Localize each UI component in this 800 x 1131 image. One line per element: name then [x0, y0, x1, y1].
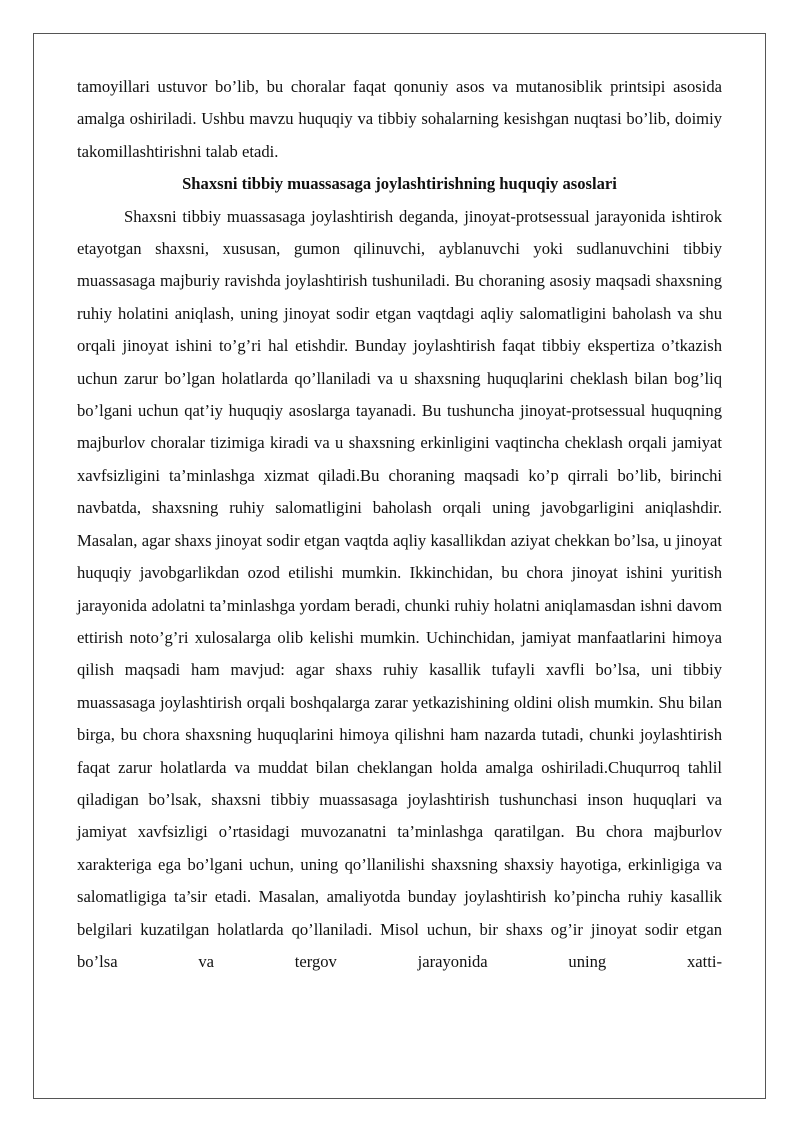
paragraph-continuation: tamoyillari ustuvor bo’lib, bu choralar faqat qonuniy asos va mutanosiblik printsipi asosida amalga oshiriladi. Ushbu mavzu huquqiy va tibbiy sohalarning kesishgan nuqtasi bo’lib, doimiy takomillashtirishni talab etadi. — [77, 77, 722, 161]
document-body — [77, 71, 722, 978]
section-heading: Shaxsni tibbiy muassasaga joylashtirishning huquqiy asoslari — [182, 174, 617, 194]
paragraph-main: Shaxsni tibbiy muassasaga joylashtirish deganda, jinoyat-protsessual jarayonida ishtirok etayotgan shaxsni, xususan, gumon qilinuvchi, ayblanuvchi yoki sudlanuvchini tibbiy muassasaga majburiy ravishda joylashtirish tushuniladi. Bu choraning asosiy maqsadi shaxsning ruhiy holatini aniqlash, uning jinoyat sodir etgan vaqtdagi aqliy salomatligini baholash va shu orqali jinoyat ishini to’g’ri hal etishdir. Bunday joylashtirish faqat tibbiy ekspertiza o’tkazish uchun zarur bo’lgan holatlarda qo’llaniladi va u shaxsning huquqlarini cheklash bilan bog’liq bo’lgani uchun qat’iy huquqiy asoslarga tayanadi. Bu tushuncha jinoyat-protsessual huquqning majburlov choralar tizimiga kiradi va u shaxsning erkinligini vaqtincha cheklash orqali jamiyat xavfsizligini ta’minlashga xizmat qiladi.Bu choraning maqsadi ko’p qirrali bo’lib, birinchi navbatda, shaxsning ruhiy salomatligini baholash orqali uning javobgarligini aniqlashdir. Masalan, agar shaxs jinoyat sodir etgan vaqtda aqliy kasallikdan aziyat chekkan bo’lsa, u jinoyat huquqiy javobgarlikdan ozod etilishi mumkin. Ikkinchidan, bu chora jinoyat ishini yuritish jarayonida adolatni ta’minlashga yordam beradi, chunki ruhiy holatni aniqlamasdan ishni davom ettirish noto’g’ri xulosalarga olib kelishi mumkin. Uchinchidan, jamiyat manfaatlarini himoya qilish maqsadi ham mavjud: agar shaxs ruhiy kasallik tufayli xavfli bo’lsa, uni tibbiy muassasaga joylashtirish orqali boshqalarga zarar yetkazishining oldini olish mumkin. Shu bilan birga, bu chora shaxsning huquqlarini himoya qilishni ham nazarda tutadi, chunki joylashtirish faqat zarur holatlarda va muddat bilan cheklangan holda amalga oshiriladi.Chuqurroq tahlil qiladigan bo’lsak, shaxsni tibbiy muassasaga joylashtirish tushunchasi inson huquqlari va jamiyat xavfsizligi o’rtasidagi muvozanatni ta’minlashga qaratilgan. Bu chora majburlov xarakteriga ega bo’lgani uchun, uning qo’llanilishi shaxsning shaxsiy hayotiga, erkinligiga va salomatligiga ta’sir etadi. Masalan, amaliyotda bunday joylashtirish ko’pincha ruhiy kasallik belgilari kuzatilgan holatlarda qo’llaniladi. Misol uchun, bir shaxs og’ir jinoyat sodir etgan bo’lsa va tergov jarayonida uning xatti- — [77, 206, 722, 971]
